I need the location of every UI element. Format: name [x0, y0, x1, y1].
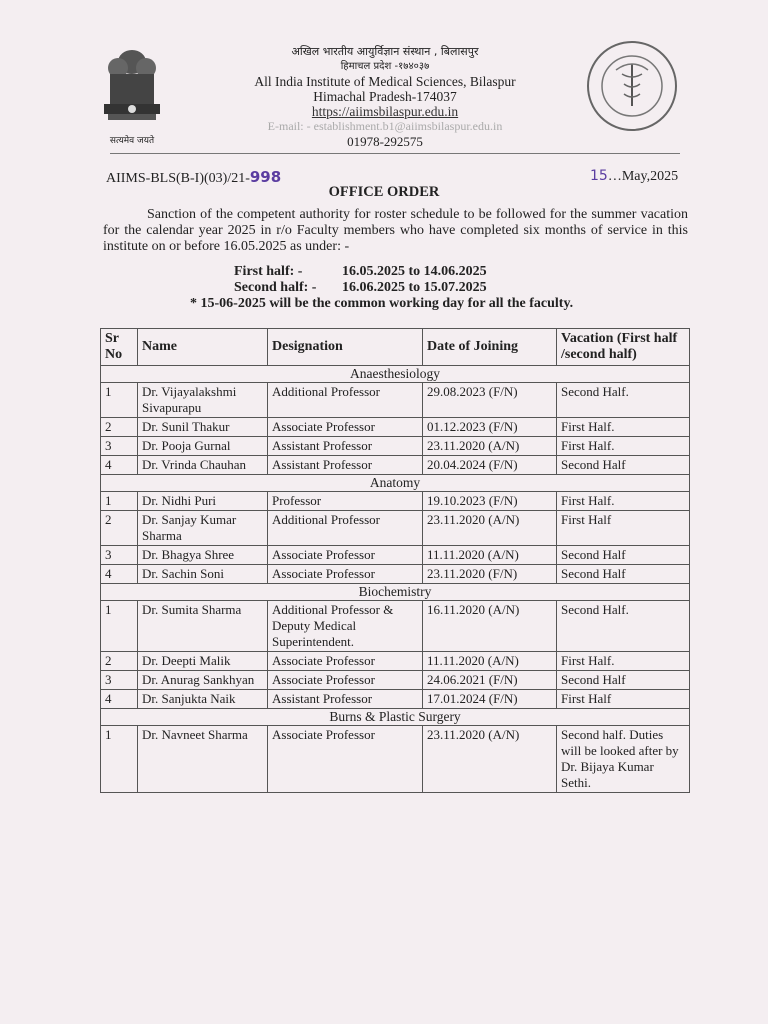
cell-vacation: Second half. Duties will be looked after by Dr. Bijaya Kumar Sethi. [557, 726, 690, 793]
cell-name: Dr. Sanjay Kumar Sharma [138, 511, 268, 546]
cell-designation: Additional Professor & Deputy Medical Superintendent. [268, 601, 423, 652]
table-row [101, 546, 690, 565]
cell-vacation: Second Half [557, 565, 690, 584]
cell-designation: Assistant Professor [268, 437, 423, 456]
website-link[interactable]: https://aiimsbilaspur.edu.in [311, 104, 459, 119]
state-line: Himachal Pradesh-174037 [313, 89, 457, 104]
cell-sr-no: 3 [101, 546, 138, 565]
cell-designation: Associate Professor [268, 418, 423, 437]
cell-name: Dr. Sanjukta Naik [138, 690, 268, 709]
cell-designation: Professor [268, 492, 423, 511]
table-row [101, 437, 690, 456]
cell-vacation: Second Half. [557, 383, 690, 418]
first-half-label: First half: - [234, 264, 303, 279]
table-row [101, 511, 690, 546]
department-name: Anaesthesiology [101, 366, 690, 383]
table-row [101, 565, 690, 584]
email-line: E-mail: - establishment.b1@aiimsbilaspur.edu.in [267, 119, 503, 133]
common-working-day-note: * 15-06-2025 will be the common working day for all the faculty. [190, 296, 574, 311]
cell-name: Dr. Vijayalakshmi Sivapurapu [138, 383, 268, 418]
cell-vacation: First Half. [557, 652, 690, 671]
cell-name: Dr. Sachin Soni [138, 565, 268, 584]
department-row [101, 475, 690, 492]
header-vacation: Vacation (First half /second half) [557, 329, 690, 366]
table-row [101, 690, 690, 709]
cell-vacation: First Half. [557, 418, 690, 437]
cell-sr-no: 2 [101, 511, 138, 546]
header-divider [110, 153, 680, 154]
cell-vacation: Second Half [557, 456, 690, 475]
cell-date-of-joining: 19.10.2023 (F/N) [423, 492, 557, 511]
table-row [101, 456, 690, 475]
cell-sr-no: 4 [101, 565, 138, 584]
cell-vacation: First Half. [557, 492, 690, 511]
cell-sr-no: 1 [101, 726, 138, 793]
table-row [101, 383, 690, 418]
cell-name: Dr. Navneet Sharma [138, 726, 268, 793]
department-name: Burns & Plastic Surgery [101, 709, 690, 726]
phone-line: 01978-292575 [347, 134, 423, 149]
cell-date-of-joining: 23.11.2020 (F/N) [423, 565, 557, 584]
institute-name: All India Institute of Medical Sciences, Bilaspur [254, 74, 516, 89]
reference-handwritten-number: 998 [249, 168, 282, 186]
table-row [101, 492, 690, 511]
header-designation: Designation [268, 329, 423, 366]
cell-vacation: First Half. [557, 437, 690, 456]
hindi-institute-name: अखिल भारतीय आयुर्विज्ञान संस्थान , बिलासपुर [291, 45, 479, 58]
reference-prefix: AIIMS-BLS(B-I)(03)/21- [106, 171, 250, 186]
header-date-of-joining: Date of Joining [423, 329, 557, 366]
cell-name: Dr. Vrinda Chauhan [138, 456, 268, 475]
department-row [101, 709, 690, 726]
aiims-seal-icon [586, 40, 678, 132]
cell-date-of-joining: 20.04.2024 (F/N) [423, 456, 557, 475]
cell-designation: Additional Professor [268, 511, 423, 546]
cell-date-of-joining: 24.06.2021 (F/N) [423, 671, 557, 690]
cell-sr-no: 4 [101, 690, 138, 709]
table-row [101, 418, 690, 437]
cell-designation: Additional Professor [268, 383, 423, 418]
table-header-row [101, 329, 690, 366]
national-emblem-icon [92, 40, 172, 146]
emblem-motto: सत्यमेव जयते [109, 136, 155, 146]
cell-sr-no: 1 [101, 601, 138, 652]
cell-sr-no: 3 [101, 437, 138, 456]
department-row [101, 584, 690, 601]
table-row [101, 726, 690, 793]
cell-sr-no: 2 [101, 418, 138, 437]
cell-designation: Assistant Professor [268, 456, 423, 475]
cell-sr-no: 1 [101, 383, 138, 418]
cell-name: Dr. Nidhi Puri [138, 492, 268, 511]
roster-body [101, 366, 690, 793]
cell-date-of-joining: 11.11.2020 (A/N) [423, 546, 557, 565]
cell-date-of-joining: 17.01.2024 (F/N) [423, 690, 557, 709]
cell-date-of-joining: 23.11.2020 (A/N) [423, 511, 557, 546]
second-half-label: Second half: - [234, 280, 317, 295]
document-title: OFFICE ORDER [328, 184, 440, 200]
cell-designation: Associate Professor [268, 546, 423, 565]
order-body: Sanction of the competent authority for roster schedule to be followed for the summer vacation for the calendar year 2025 in r/o Faculty members who have completed six months of service in this institute on or before 16.05.2025 as under: - [103, 207, 688, 254]
date-month-year: May,2025 [621, 169, 679, 184]
table-row [101, 671, 690, 690]
cell-name: Dr. Pooja Gurnal [138, 437, 268, 456]
roster-table [100, 328, 690, 793]
cell-designation: Associate Professor [268, 726, 423, 793]
second-half-dates: 16.06.2025 to 15.07.2025 [342, 280, 487, 295]
department-row [101, 366, 690, 383]
cell-sr-no: 3 [101, 671, 138, 690]
cell-vacation: Second Half [557, 671, 690, 690]
cell-name: Dr. Deepti Malik [138, 652, 268, 671]
hindi-state: हिमाचल प्रदेश -१७४०३७ [340, 61, 430, 72]
header-name: Name [138, 329, 268, 366]
first-half-dates: 16.05.2025 to 14.06.2025 [342, 264, 487, 279]
cell-date-of-joining: 29.08.2023 (F/N) [423, 383, 557, 418]
cell-date-of-joining: 23.11.2020 (A/N) [423, 437, 557, 456]
cell-name: Dr. Sumita Sharma [138, 601, 268, 652]
cell-date-of-joining: 11.11.2020 (A/N) [423, 652, 557, 671]
cell-vacation: First Half [557, 690, 690, 709]
cell-sr-no: 2 [101, 652, 138, 671]
cell-name: Dr. Anurag Sankhyan [138, 671, 268, 690]
date-handwritten-day: 15 [590, 168, 608, 184]
cell-date-of-joining: 16.11.2020 (A/N) [423, 601, 557, 652]
letterhead [180, 44, 590, 149]
header-sr-no: Sr No [101, 329, 138, 366]
cell-name: Dr. Sunil Thakur [138, 418, 268, 437]
cell-sr-no: 1 [101, 492, 138, 511]
order-date: 15…May,2025 [590, 168, 679, 184]
cell-vacation: Second Half [557, 546, 690, 565]
cell-sr-no: 4 [101, 456, 138, 475]
cell-vacation: First Half [557, 511, 690, 546]
table-row [101, 652, 690, 671]
cell-date-of-joining: 01.12.2023 (F/N) [423, 418, 557, 437]
cell-date-of-joining: 23.11.2020 (A/N) [423, 726, 557, 793]
cell-vacation: Second Half. [557, 601, 690, 652]
cell-designation: Associate Professor [268, 565, 423, 584]
cell-designation: Associate Professor [268, 671, 423, 690]
cell-name: Dr. Bhagya Shree [138, 546, 268, 565]
table-row [101, 601, 690, 652]
cell-designation: Associate Professor [268, 652, 423, 671]
department-name: Anatomy [101, 475, 690, 492]
cell-designation: Assistant Professor [268, 690, 423, 709]
department-name: Biochemistry [101, 584, 690, 601]
